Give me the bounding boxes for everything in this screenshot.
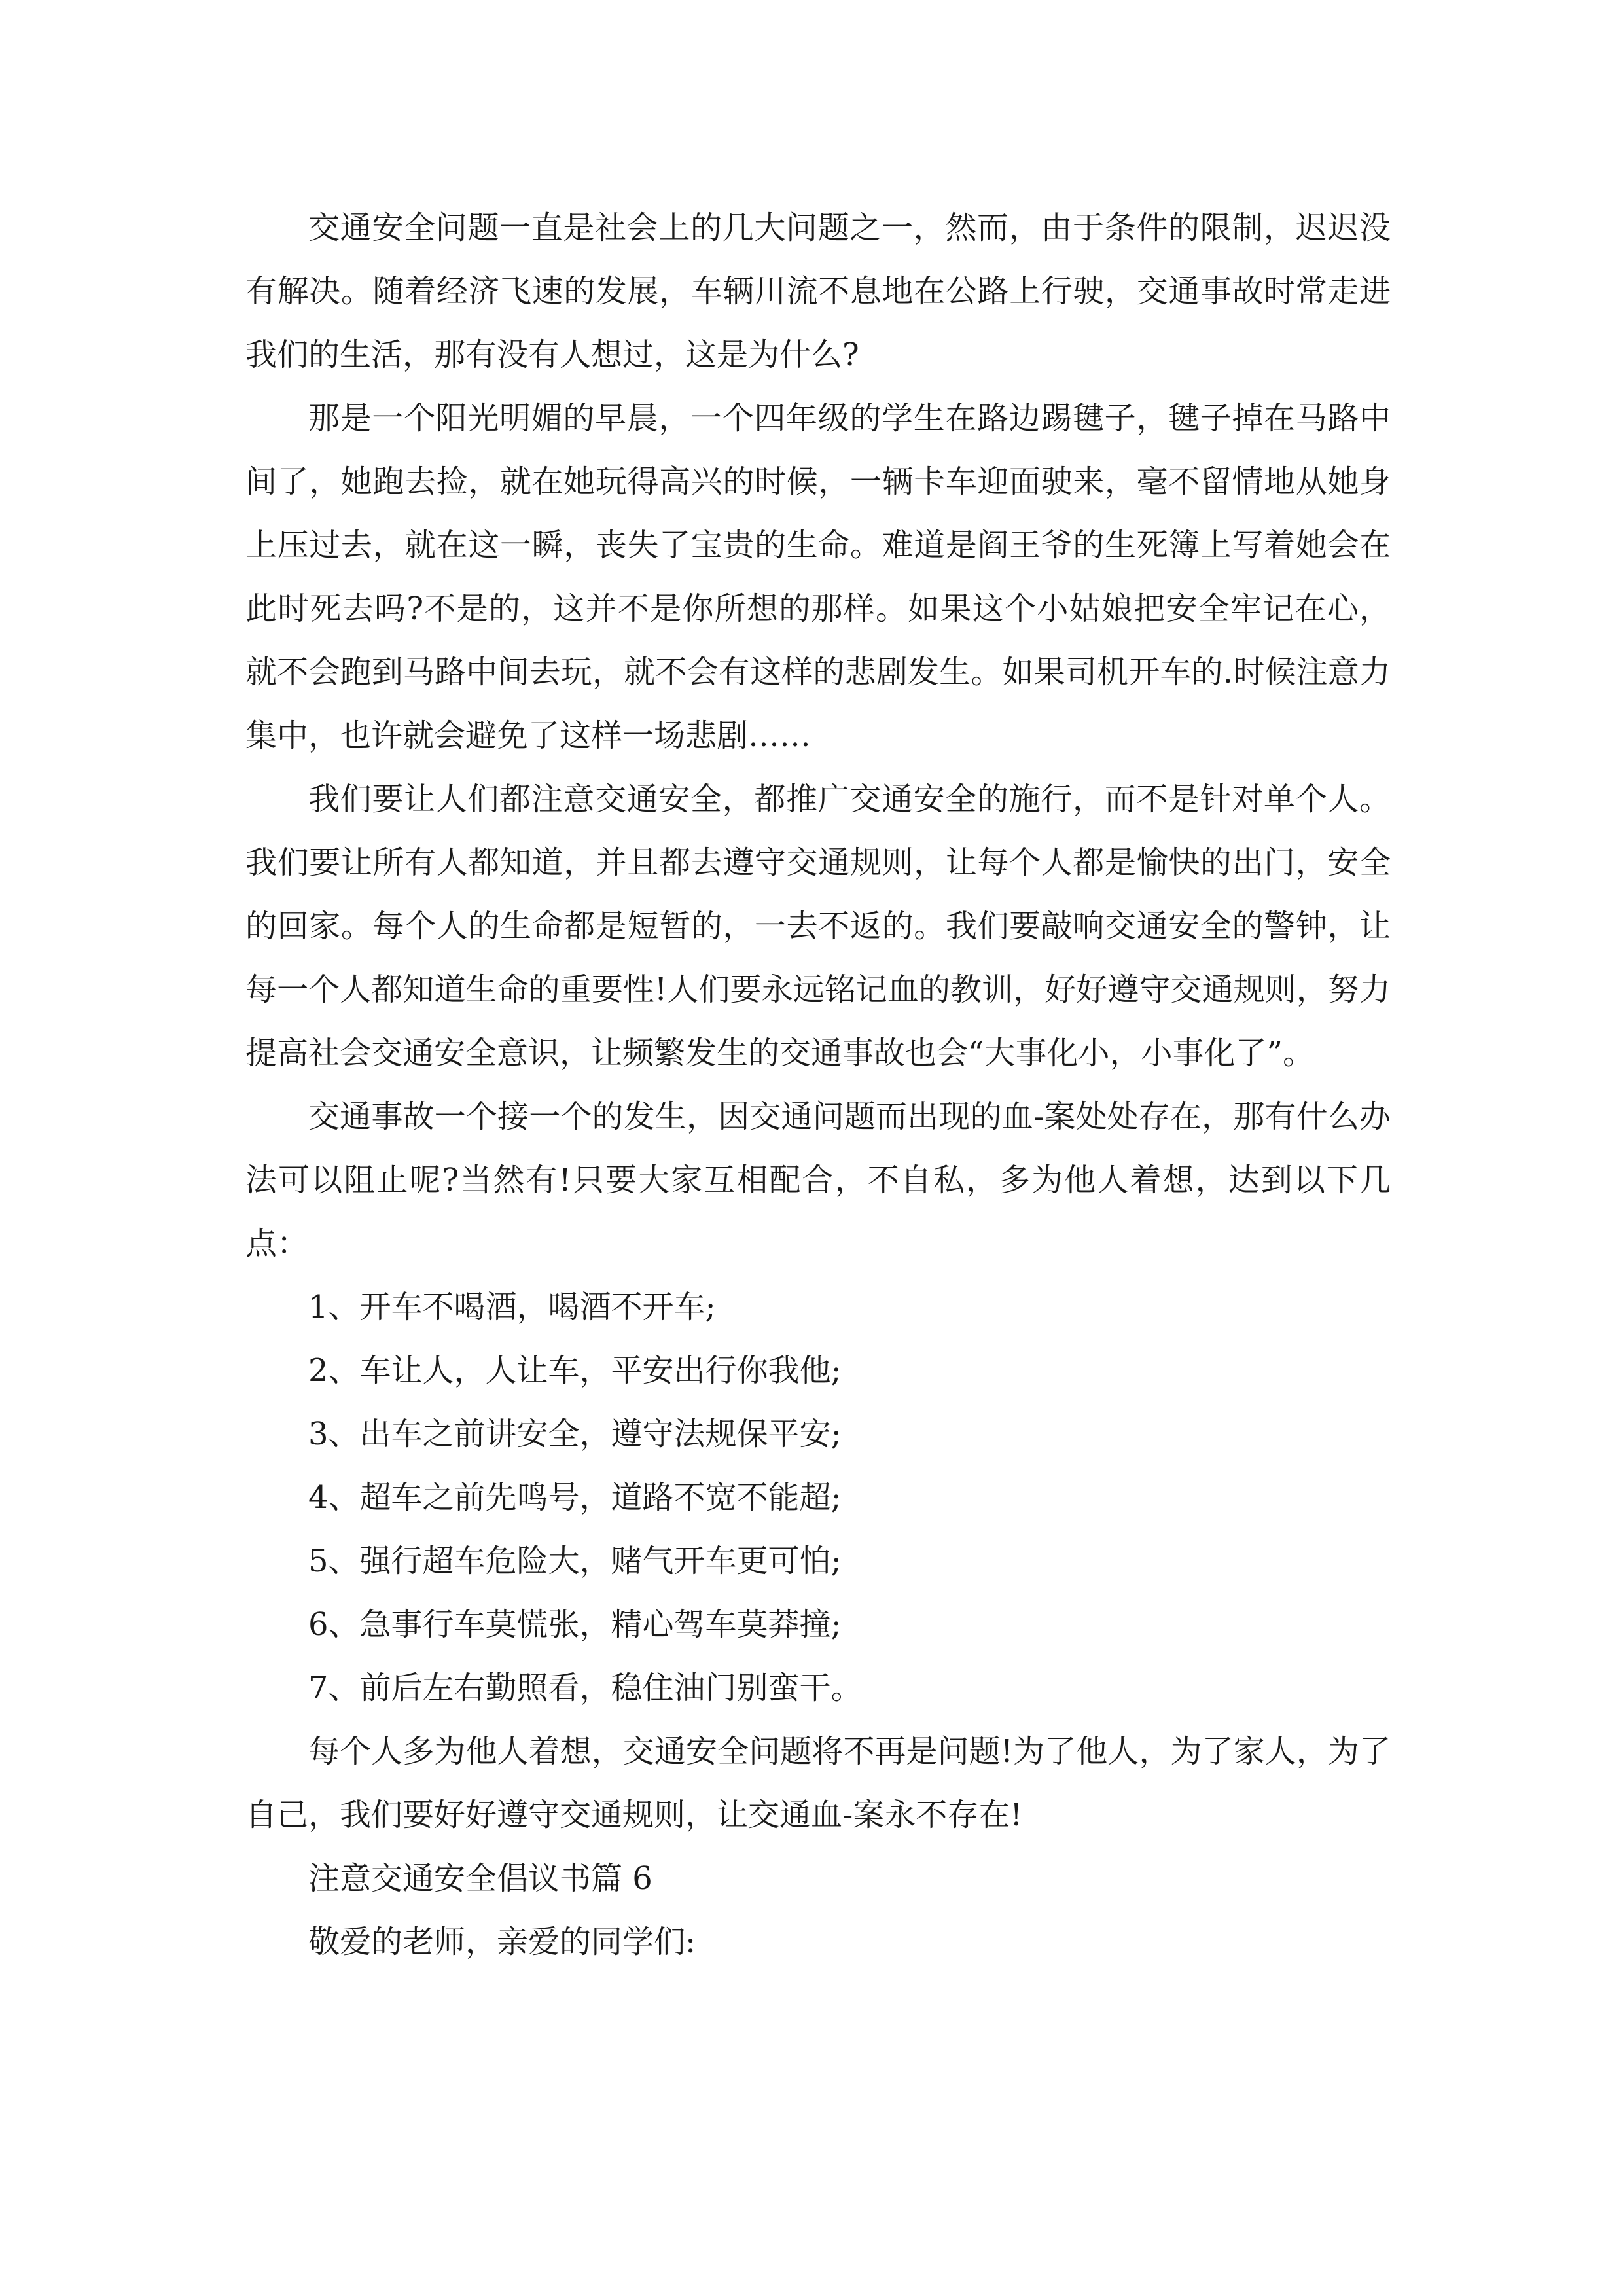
list-item: 6、急事行车莫慌张，精心驾车莫莽撞;	[308, 1606, 842, 1643]
list-item: 4、超车之前先鸣号，道路不宽不能超;	[308, 1479, 842, 1516]
document-body	[245, 196, 1391, 1974]
list-item: 2、车让人，人让车，平安出行你我他;	[308, 1352, 842, 1389]
salutation: 敬爱的老师，亲爱的同学们:	[308, 1924, 696, 1960]
list-item: 7、前后左右勤照看，稳住油门别蛮干。	[308, 1670, 863, 1706]
section-heading: 注意交通安全倡议书篇 6	[308, 1860, 652, 1897]
paragraph-awareness: 我们要让人们都注意交通安全，都推广交通安全的施行，而不是针对单个人。我们要让所有人都知道，并且都去遵守交通规则，让每个人都是愉快的出门，安全的回家。每个人的生命都是短暂的，一去不返的。我们要敲响交通安全的警钟，让每一个人都知道生命的重要性!人们要永远铭记血的教训，好好遵守交通规则，努力提高社会交通安全意识，让频繁发生的交通事故也会“大事化小，小事化了”。	[245, 781, 1391, 1071]
paragraph-story: 那是一个阳光明媚的早晨，一个四年级的学生在路边踢毽子，毽子掉在马路中间了，她跑去捡，就在她玩得高兴的时候，一辆卡车迎面驶来，毫不留情地从她身上压过去，就在这一瞬，丧失了宝贵的生命。难道是阎王爷的生死簿上写着她会在此时死去吗?不是的，这并不是你所想的那样。如果这个小姑娘把安全牢记在心，就不会跑到马路中间去玩，就不会有这样的悲剧发生。如果司机开车的.时候注意力集中，也许就会避免了这样一场悲剧……	[245, 400, 1391, 754]
list-item: 1、开车不喝酒，喝酒不开车;	[308, 1289, 716, 1325]
list-item: 3、出车之前讲安全，遵守法规保平安;	[308, 1416, 842, 1452]
paragraph-solution: 交通事故一个接一个的发生，因交通问题而出现的血-案处处存在，那有什么办法可以阻止呢?当然有!只要大家互相配合，不自私，多为他人着想，达到以下几点：	[245, 1098, 1391, 1262]
paragraph-closing: 每个人多为他人着想，交通安全问题将不再是问题!为了他人，为了家人，为了自己，我们要好好遵守交通规则，让交通血-案永不存在!	[245, 1733, 1391, 1833]
paragraph-intro: 交通安全问题一直是社会上的几大问题之一，然而，由于条件的限制，迟迟没有解决。随着经济飞速的发展，车辆川流不息地在公路上行驶，交通事故时常走进我们的生活，那有没有人想过，这是为什么?	[245, 209, 1391, 373]
list-item: 5、强行超车危险大，赌气开车更可怕;	[308, 1543, 842, 1579]
